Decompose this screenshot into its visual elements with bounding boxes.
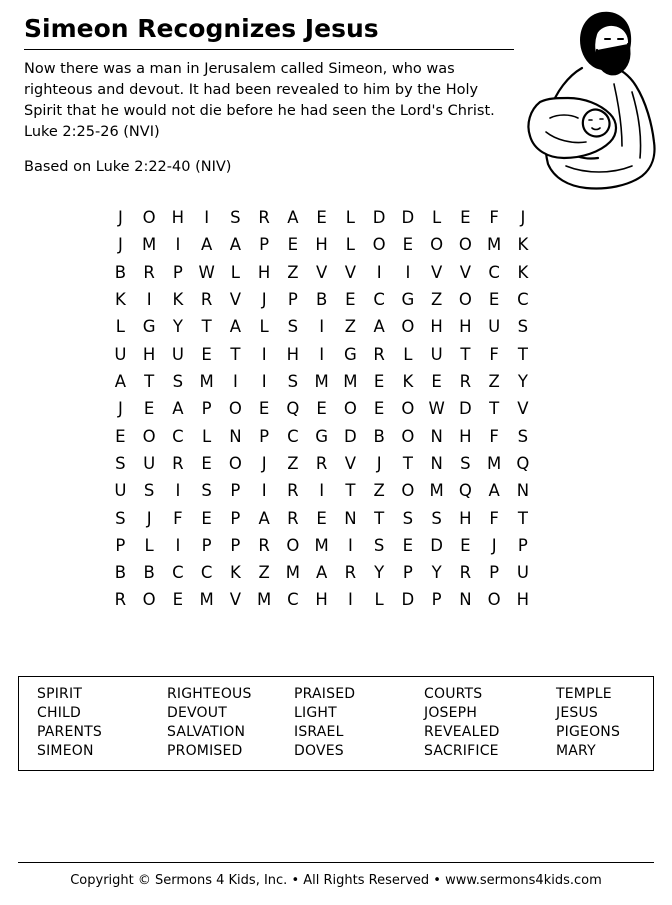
grid-letter: O — [228, 453, 242, 473]
grid-letter: L — [259, 317, 269, 337]
grid-letter: M — [487, 453, 502, 473]
grid-letter: M — [343, 371, 358, 391]
grid-letter: E — [402, 235, 414, 255]
grid-letter: I — [319, 481, 325, 501]
grid-letter: T — [374, 508, 385, 528]
grid-letter: A — [229, 317, 242, 337]
grid-letter: E — [316, 399, 327, 419]
word-list-item: PROMISED — [167, 743, 243, 759]
grid-letter: O — [343, 399, 357, 419]
grid-letter: H — [257, 262, 271, 282]
grid-letter: J — [520, 208, 526, 228]
word-list-item: MARY — [556, 743, 596, 759]
grid-letter: S — [172, 371, 184, 391]
grid-letter: E — [115, 426, 126, 446]
grid-letter: C — [172, 563, 184, 583]
grid-letter: H — [459, 508, 472, 528]
grid-letter: D — [401, 590, 415, 610]
grid-letter: Z — [344, 317, 357, 337]
grid-letter: B — [143, 563, 155, 583]
grid-letter: E — [287, 235, 299, 255]
word-list-item: PIGEONS — [556, 724, 621, 740]
grid-letter: A — [258, 508, 270, 528]
grid-letter: J — [261, 290, 267, 309]
grid-letter: L — [345, 208, 355, 228]
grid-letter: F — [489, 426, 499, 446]
grid-letter: E — [460, 208, 471, 228]
grid-letter: C — [517, 290, 529, 309]
grid-letter: L — [230, 262, 240, 282]
grid-letter: P — [201, 399, 212, 419]
word-list-item: DEVOUT — [167, 705, 227, 721]
copyright-footer: Copyright © Sermons 4 Kids, Inc. • All Rights Reserved • www.sermons4kids.com — [70, 873, 602, 888]
grid-letter: A — [200, 235, 213, 255]
grid-letter: T — [402, 453, 413, 473]
grid-letter: S — [287, 317, 299, 337]
grid-letter: O — [487, 590, 501, 610]
grid-letter: V — [459, 262, 472, 282]
grid-letter: E — [201, 508, 212, 528]
grid-letter: P — [431, 590, 442, 610]
grid-letter: W — [428, 399, 445, 419]
grid-letter: C — [488, 262, 500, 282]
grid-letter: C — [287, 426, 299, 446]
grid-letter: C — [373, 290, 385, 309]
grid-letter: B — [114, 563, 127, 583]
grid-letter: A — [172, 399, 184, 419]
grid-letter: E — [431, 371, 442, 391]
grid-letter: U — [488, 317, 501, 337]
grid-letter: S — [115, 508, 126, 528]
word-list-item: DOVES — [294, 743, 344, 759]
grid-letter: P — [489, 563, 500, 583]
grid-letter: S — [287, 371, 299, 391]
grid-letter: R — [459, 563, 472, 583]
grid-letter: L — [144, 535, 154, 555]
grid-letter: O — [142, 426, 156, 446]
grid-letter: E — [373, 371, 385, 391]
grid-letter: R — [258, 535, 270, 555]
grid-letter: G — [401, 290, 415, 309]
grid-letter: L — [432, 208, 442, 228]
grid-letter: D — [459, 399, 472, 419]
grid-letter: S — [460, 453, 471, 473]
grid-letter: C — [287, 590, 299, 610]
grid-letter: Z — [287, 453, 299, 473]
grid-letter: K — [517, 235, 529, 255]
grid-letter: G — [315, 426, 329, 446]
grid-letter: O — [401, 426, 415, 446]
grid-letter: L — [345, 235, 355, 255]
grid-letter: P — [517, 535, 528, 555]
grid-letter: E — [258, 399, 270, 419]
grid-letter: H — [459, 317, 472, 337]
grid-letter: M — [199, 590, 214, 610]
grid-letter: Z — [373, 481, 385, 501]
grid-letter: O — [286, 535, 300, 555]
grid-letter: I — [146, 290, 152, 309]
grid-letter: D — [401, 208, 415, 228]
grid-letter: V — [229, 590, 242, 610]
grid-letter: U — [171, 344, 184, 364]
grid-letter: E — [345, 290, 356, 309]
grid-letter: S — [517, 317, 529, 337]
grid-letter: Q — [286, 399, 300, 419]
word-list-item: SPIRIT — [37, 686, 83, 702]
grid-letter: N — [344, 508, 357, 528]
grid-letter: M — [142, 235, 157, 255]
grid-letter: J — [117, 399, 123, 419]
grid-letter: I — [376, 262, 382, 282]
grid-letter: K — [517, 262, 529, 282]
grid-letter: Y — [517, 371, 528, 391]
grid-letter: N — [229, 426, 242, 446]
grid-letter: A — [315, 563, 328, 583]
grid-letter: T — [144, 371, 155, 391]
grid-letter: H — [430, 317, 443, 337]
grid-letter: E — [373, 399, 385, 419]
grid-letter: M — [199, 371, 214, 391]
grid-letter: E — [172, 590, 184, 610]
grid-letter: L — [115, 317, 125, 337]
grid-letter: A — [287, 208, 299, 228]
grid-letter: T — [517, 508, 528, 528]
grid-letter: D — [430, 535, 443, 555]
grid-letter: P — [115, 535, 126, 555]
grid-letter: L — [202, 426, 212, 446]
grid-letter: J — [376, 453, 382, 473]
grid-letter: H — [286, 344, 300, 364]
grid-letter: I — [175, 481, 181, 501]
grid-letter: M — [285, 563, 300, 583]
grid-letter: S — [517, 426, 529, 446]
grid-letter: F — [173, 508, 183, 528]
grid-letter: M — [314, 371, 329, 391]
word-list-box — [18, 676, 654, 771]
grid-letter: Q — [516, 453, 530, 473]
grid-letter: P — [259, 426, 270, 446]
grid-letter: F — [489, 508, 499, 528]
grid-letter: P — [230, 508, 241, 528]
grid-letter: O — [458, 235, 472, 255]
grid-letter: T — [460, 344, 471, 364]
grid-letter: P — [172, 262, 183, 282]
grid-letter: U — [516, 563, 529, 583]
grid-letter: O — [430, 235, 444, 255]
grid-letter: K — [114, 290, 126, 309]
grid-letter: B — [315, 290, 328, 309]
grid-letter: M — [314, 535, 329, 555]
grid-letter: E — [316, 508, 327, 528]
grid-letter: P — [230, 535, 241, 555]
grid-letter: R — [344, 563, 357, 583]
grid-letter: P — [230, 481, 241, 501]
grid-letter: E — [460, 535, 471, 555]
grid-letter: C — [172, 426, 184, 446]
grid-letter: Q — [458, 481, 472, 501]
grid-letter: H — [315, 235, 328, 255]
word-search-grid — [106, 209, 566, 609]
grid-letter: I — [204, 208, 210, 228]
grid-letter: N — [459, 590, 472, 610]
grid-letter: P — [201, 535, 212, 555]
grid-letter: A — [373, 317, 385, 337]
grid-letter: D — [344, 426, 357, 446]
grid-letter: R — [200, 290, 213, 309]
grid-letter: H — [459, 426, 472, 446]
grid-letter: L — [374, 590, 384, 610]
footer-divider — [18, 862, 654, 863]
grid-letter: I — [347, 535, 353, 555]
grid-letter: M — [429, 481, 444, 501]
grid-letter: E — [316, 208, 327, 228]
grid-letter: A — [229, 235, 242, 255]
grid-letter: C — [200, 563, 213, 583]
grid-letter: H — [171, 208, 185, 228]
grid-letter: W — [198, 262, 215, 282]
grid-letter: G — [343, 344, 357, 364]
grid-letter: R — [287, 508, 299, 528]
grid-letter: I — [319, 344, 325, 364]
grid-letter: E — [402, 535, 414, 555]
grid-letter: K — [172, 290, 184, 309]
grid-letter: I — [232, 371, 238, 391]
word-list-item: TEMPLE — [556, 686, 612, 702]
grid-letter: J — [117, 208, 123, 228]
based-on-text: Based on Luke 2:22-40 (NIV) — [24, 159, 232, 176]
grid-letter: U — [430, 344, 443, 364]
grid-letter: H — [516, 590, 530, 610]
grid-letter: U — [114, 344, 127, 364]
grid-letter: O — [401, 481, 415, 501]
grid-letter: J — [146, 508, 152, 528]
grid-letter: U — [114, 481, 127, 501]
word-list-item: ISRAEL — [294, 724, 344, 740]
grid-letter: O — [458, 290, 472, 309]
grid-letter: M — [257, 590, 272, 610]
grid-letter: S — [431, 508, 442, 528]
grid-letter: O — [142, 208, 156, 228]
grid-letter: B — [114, 262, 127, 282]
word-list-item: RIGHTEOUS — [167, 686, 252, 702]
grid-letter: S — [402, 508, 414, 528]
word-list-item: SALVATION — [167, 724, 246, 740]
grid-letter: J — [117, 235, 123, 255]
grid-letter: I — [405, 262, 411, 282]
grid-letter: E — [201, 453, 212, 473]
grid-letter: N — [516, 481, 530, 501]
grid-letter: I — [319, 317, 325, 337]
grid-letter: V — [229, 290, 242, 309]
grid-letter: O — [372, 235, 386, 255]
grid-letter: I — [347, 590, 353, 610]
word-list-item: SACRIFICE — [424, 743, 499, 759]
scripture-verse: Now there was a man in Jerusalem called Simeon, who was righteous and devout. It had been revealed to him by the Holy Spirit that he would not die before he had seen the Lord's Christ. Luke 2:25-26 (NVI) — [24, 61, 495, 141]
grid-letter: T — [489, 399, 500, 419]
grid-letter: B — [373, 426, 385, 446]
grid-letter: E — [143, 399, 155, 419]
grid-letter: V — [517, 399, 529, 419]
grid-letter: H — [315, 590, 328, 610]
grid-letter: Z — [488, 371, 500, 391]
grid-letter: J — [261, 453, 267, 473]
grid-letter: I — [175, 235, 181, 255]
grid-letter: M — [487, 235, 502, 255]
grid-letter: J — [491, 535, 497, 555]
grid-letter: R — [459, 371, 472, 391]
grid-letter: R — [258, 208, 270, 228]
grid-letter: Z — [287, 262, 299, 282]
grid-letter: Z — [430, 290, 443, 309]
word-list-item: PRAISED — [294, 686, 356, 702]
grid-letter: T — [201, 317, 212, 337]
title-divider — [24, 49, 514, 50]
grid-letter: E — [488, 290, 500, 309]
grid-letter: I — [261, 371, 267, 391]
grid-letter: T — [345, 481, 356, 501]
grid-letter: V — [315, 262, 328, 282]
grid-letter: O — [401, 317, 415, 337]
grid-letter: T — [517, 344, 528, 364]
word-list-item: SIMEON — [37, 743, 94, 759]
grid-letter: R — [143, 262, 155, 282]
word-list-item: JESUS — [556, 705, 598, 721]
grid-letter: S — [230, 208, 241, 228]
grid-letter: H — [142, 344, 156, 364]
grid-letter: P — [402, 563, 413, 583]
grid-letter: S — [115, 453, 126, 473]
word-list-item: PARENTS — [37, 724, 103, 740]
grid-letter: I — [261, 344, 267, 364]
grid-letter: P — [259, 235, 270, 255]
grid-letter: O — [401, 399, 415, 419]
grid-letter: A — [114, 371, 127, 391]
word-list-item: CHILD — [37, 705, 82, 721]
simeon-holding-baby-jesus-illustration — [506, 6, 658, 196]
grid-letter: E — [201, 344, 212, 364]
grid-letter: T — [230, 344, 241, 364]
grid-letter: R — [373, 344, 385, 364]
grid-letter: L — [403, 344, 413, 364]
grid-letter: K — [229, 563, 241, 583]
grid-letter: V — [344, 262, 357, 282]
grid-letter: O — [142, 590, 156, 610]
grid-letter: V — [344, 453, 357, 473]
grid-letter: V — [430, 262, 443, 282]
grid-letter: A — [488, 481, 500, 501]
grid-letter: R — [172, 453, 184, 473]
grid-letter: R — [315, 453, 328, 473]
grid-letter: F — [489, 208, 499, 228]
grid-letter: F — [489, 344, 499, 364]
grid-letter: U — [143, 453, 156, 473]
grid-letter: S — [201, 481, 212, 501]
word-list-item: JOSEPH — [424, 705, 478, 721]
grid-letter: G — [142, 317, 156, 337]
grid-letter: Z — [258, 563, 270, 583]
grid-letter: S — [373, 535, 385, 555]
grid-letter: N — [430, 453, 443, 473]
grid-letter: R — [114, 590, 127, 610]
grid-letter: D — [372, 208, 386, 228]
word-list-item: LIGHT — [294, 705, 337, 721]
grid-letter: I — [261, 481, 267, 501]
grid-letter: O — [228, 399, 242, 419]
grid-letter: R — [287, 481, 299, 501]
word-list-item: COURTS — [424, 686, 483, 702]
grid-letter: I — [175, 535, 181, 555]
grid-letter: Y — [431, 563, 442, 583]
grid-letter: Y — [172, 317, 183, 337]
word-list-item: REVEALED — [424, 724, 500, 740]
grid-letter: S — [143, 481, 155, 501]
grid-letter: P — [287, 290, 298, 309]
grid-letter: K — [402, 371, 414, 391]
grid-letter: N — [430, 426, 443, 446]
grid-letter: Y — [374, 563, 385, 583]
page-title: Simeon Recognizes Jesus — [24, 14, 379, 43]
